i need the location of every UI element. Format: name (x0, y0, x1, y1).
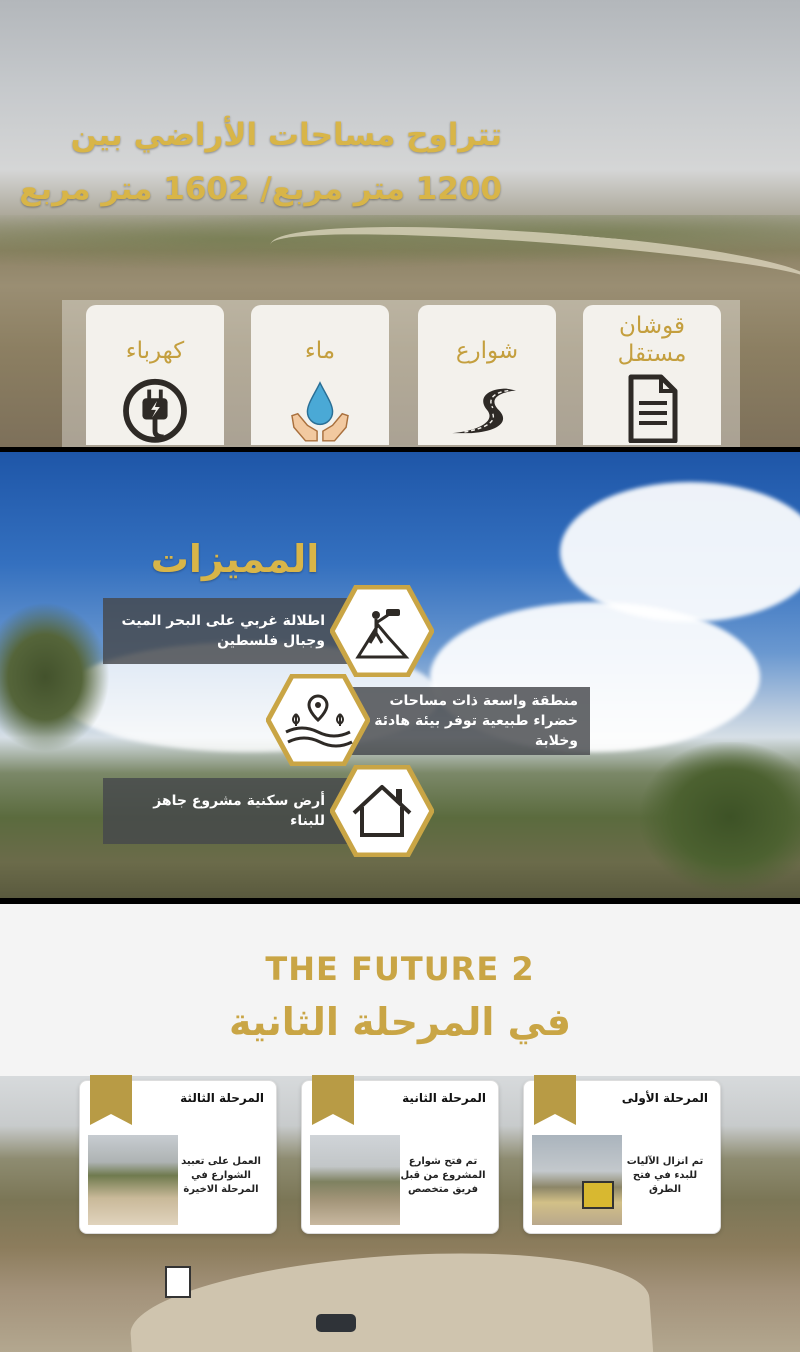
amenity-label: كهرباء (125, 338, 185, 365)
phase-title: المرحلة الأولى (621, 1091, 708, 1105)
viewpoint-binoculars-icon (330, 585, 434, 677)
amenity-card-title-deed (583, 305, 721, 445)
amenity-card-water (251, 305, 389, 445)
feature-text-box (346, 687, 590, 755)
cloud (560, 482, 800, 622)
tree (0, 602, 110, 752)
truck (165, 1266, 191, 1298)
phase-title: المرحلة الثانية (402, 1091, 486, 1105)
car (316, 1314, 356, 1332)
phase-card-first (523, 1080, 721, 1234)
electric-plug-icon (120, 377, 190, 445)
feature-text: اطلالة غربي على البحر الميت وجبال فلسطين (121, 613, 325, 649)
phase-photo (310, 1135, 400, 1225)
land-area-title (19, 108, 502, 216)
road-icon (447, 377, 527, 445)
amenity-label: قوشان مستقل (617, 313, 687, 367)
phase-photo (88, 1135, 178, 1225)
features-panel (0, 452, 800, 898)
phase-text: العمل على تعبيد الشوارع في المرحلة الاخيرة (181, 1156, 261, 1195)
feature-text: منطقة واسعة ذات مساحات خضراء طبيعية توفر بيئة هادئة وخلابة (374, 693, 578, 749)
amenity-card-roads (418, 305, 556, 445)
amenity-card-electricity (86, 305, 224, 445)
feature-text-box (103, 598, 353, 664)
phase-photo (532, 1135, 622, 1225)
bookmark-ribbon-icon (534, 1075, 576, 1125)
features-title: المميزات (150, 537, 320, 581)
phase-text: تم انزال الآليات للبدء في فتح الطرق (626, 1156, 704, 1195)
water-drop-hands-icon (285, 377, 355, 445)
bookmark-ribbon-icon (90, 1075, 132, 1125)
house-icon (330, 765, 434, 857)
phase-card-second (301, 1080, 499, 1234)
excavator (582, 1181, 614, 1209)
phases-title-ar: في المرحلة الثانية (228, 1000, 572, 1044)
bookmark-ribbon-icon (312, 1075, 354, 1125)
land-area-title-line2: 1200 متر مربع/ 1602 متر مربع (19, 171, 502, 207)
phases-panel (0, 904, 800, 1352)
phase-text: تم فتح شوارع المشروع من قبل فريق متخصص (400, 1156, 486, 1195)
map-pin-nature-icon (266, 674, 370, 766)
phase-card-third (79, 1080, 277, 1234)
document-icon (617, 373, 687, 443)
land-area-title-line1: تتراوح مساحات الأراضي بين (70, 117, 502, 153)
feature-text: أرض سكنية مشروع جاهز للبناء (153, 793, 325, 829)
phases-title-en: THE FUTURE 2 (265, 950, 535, 988)
amenity-label: شوارع (455, 338, 519, 365)
dirt-road (126, 1238, 653, 1352)
land-area-panel (0, 0, 800, 447)
amenity-label: ماء (304, 338, 336, 365)
feature-text-box (103, 778, 353, 844)
phase-title: المرحلة الثالثة (180, 1091, 264, 1105)
tree (640, 742, 800, 892)
